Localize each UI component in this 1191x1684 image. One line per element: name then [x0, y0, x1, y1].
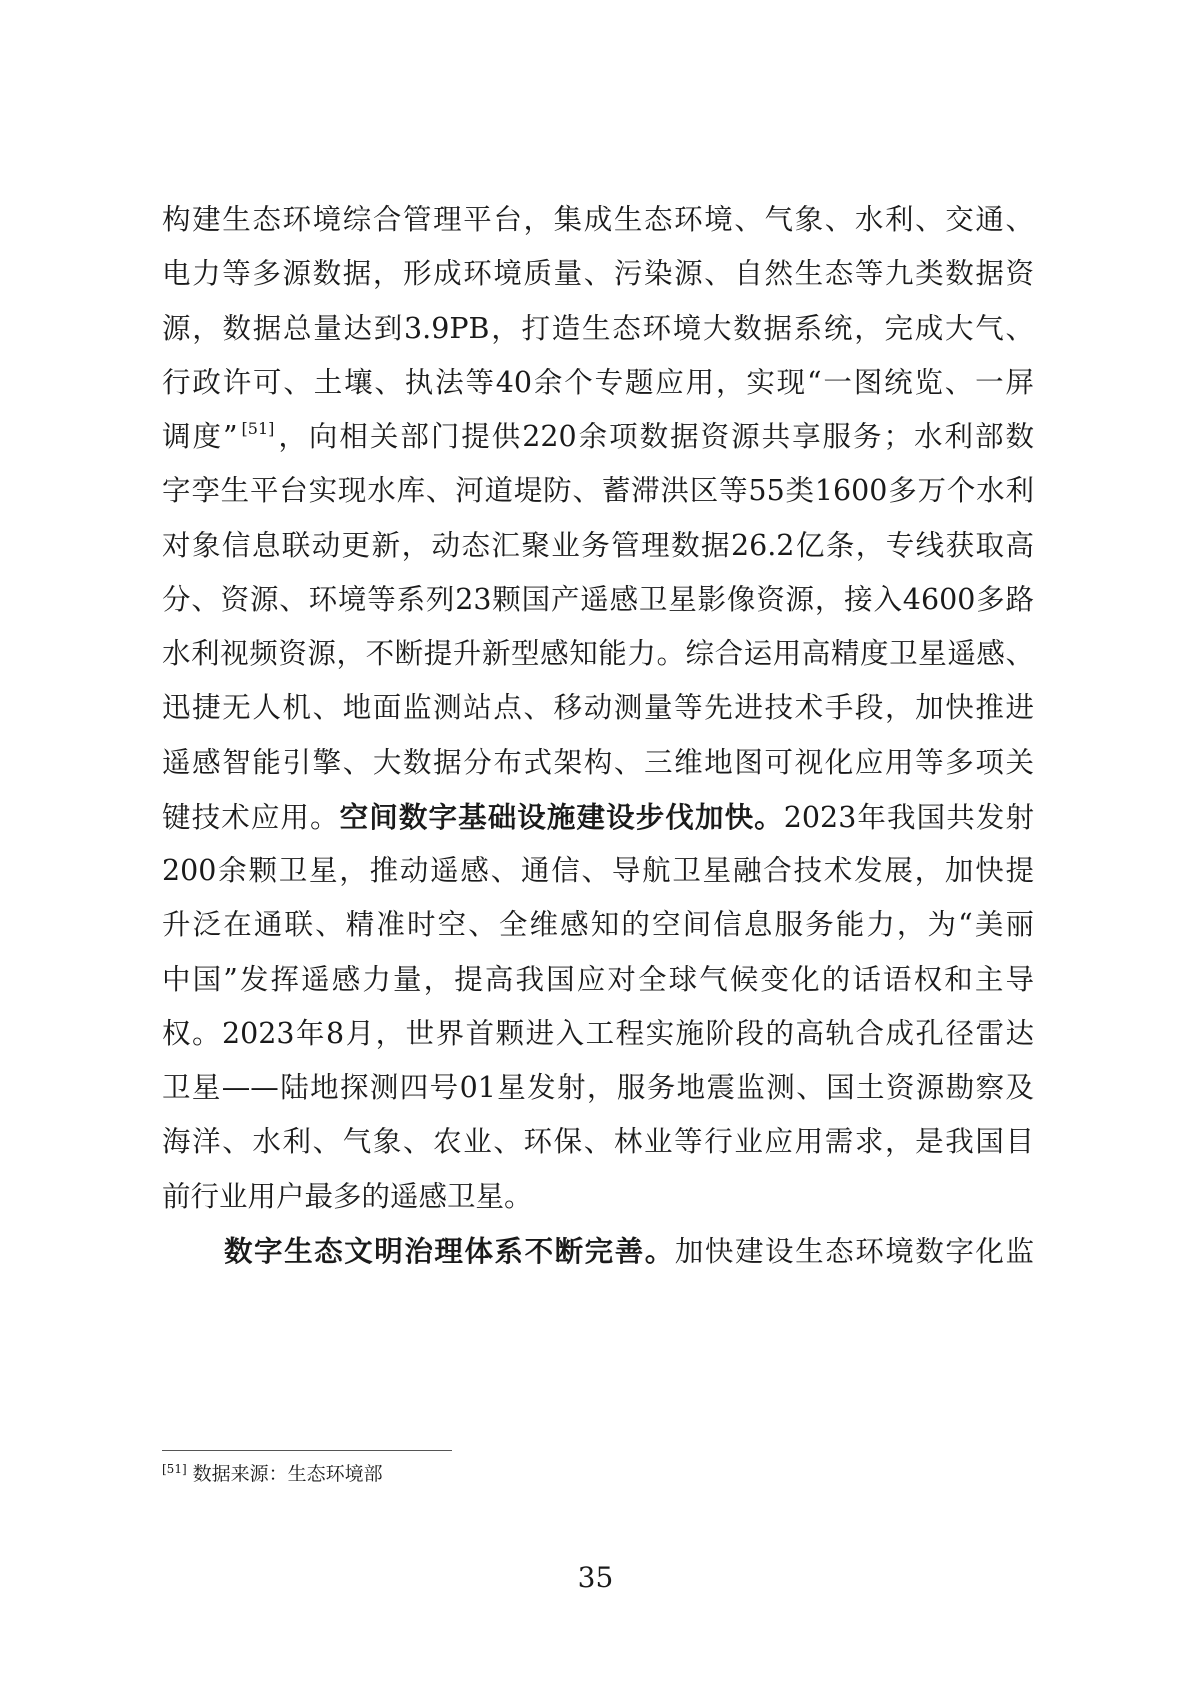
body-text-line: 200余颗卫星，推动遥感、通信、导航卫星融合技术发展，加快提 [162, 854, 1034, 887]
body-text-line: 水利视频资源，不断提升新型感知能力。综合运用高精度卫星遥感、 [162, 637, 1034, 670]
body-text-line: 前行业用户最多的遥感卫星。 [162, 1180, 533, 1213]
body-text-line: 权。2023年8月，世界首颗进入工程实施阶段的高轨合成孔径雷达 [162, 1017, 1034, 1050]
body-text-line: 海洋、水利、气象、农业、环保、林业等行业应用需求，是我国目 [162, 1125, 1034, 1158]
body-text-line: 行政许可、土壤、执法等40余个专题应用，实现“一图统览、一屏 [162, 366, 1034, 399]
body-text-line [162, 412, 1034, 462]
section-heading-inline: 数字生态文明治理体系不断完善。 [224, 1234, 675, 1268]
body-text-line [162, 792, 1034, 842]
body-text: 调度” [162, 420, 238, 453]
body-text: 加快建设生态环境数字化监 [674, 1235, 1034, 1268]
footnote-reference: [51] [241, 419, 275, 438]
section-heading-inline: 空间数字基础设施建设步伐加快。 [339, 800, 784, 834]
footnote-marker: [51] [162, 1462, 187, 1476]
body-text-line: 卫星——陆地探测四号01星发射，服务地震监测、国土资源勘察及 [162, 1071, 1034, 1104]
body-text-line: 中国”发挥遥感力量，提高我国应对全球气候变化的话语权和主导 [162, 963, 1034, 996]
body-text: 2023年我国共发射 [783, 801, 1034, 834]
body-text-line: 构建生态环境综合管理平台，集成生态环境、气象、水利、交通、 [162, 203, 1034, 236]
body-text-line: 对象信息联动更新，动态汇聚业务管理数据26.2亿条，专线获取高 [162, 529, 1034, 562]
paragraph-start-line [224, 1226, 1034, 1276]
body-text-line: 分、资源、环境等系列23颗国产遥感卫星影像资源，接入4600多路 [162, 583, 1034, 616]
body-text-line: 升泛在通联、精准时空、全维感知的空间信息服务能力，为“美丽 [162, 908, 1034, 941]
body-text-line: 迅捷无人机、地面监测站点、移动测量等先进技术手段，加快推进 [162, 691, 1034, 724]
footnote-text: 数据来源：生态环境部 [192, 1463, 383, 1485]
footnote [162, 1460, 383, 1488]
body-text-line: 字孪生平台实现水库、河道堤防、蓄滞洪区等55类1600多万个水利 [162, 474, 1034, 507]
body-text: 键技术应用。 [162, 801, 340, 834]
page-number: 35 [577, 1561, 614, 1594]
body-text-line: 源，数据总量达到3.9PB，打造生态环境大数据系统，完成大气、 [162, 312, 1034, 345]
body-text-line: 电力等多源数据，形成环境质量、污染源、自然生态等九类数据资 [162, 257, 1034, 290]
body-text-line: 遥感智能引擎、大数据分布式架构、三维地图可视化应用等多项关 [162, 746, 1034, 779]
footnote-divider [162, 1450, 452, 1451]
body-text: ，向相关部门提供220余项数据资源共享服务；水利部数 [276, 420, 1034, 453]
